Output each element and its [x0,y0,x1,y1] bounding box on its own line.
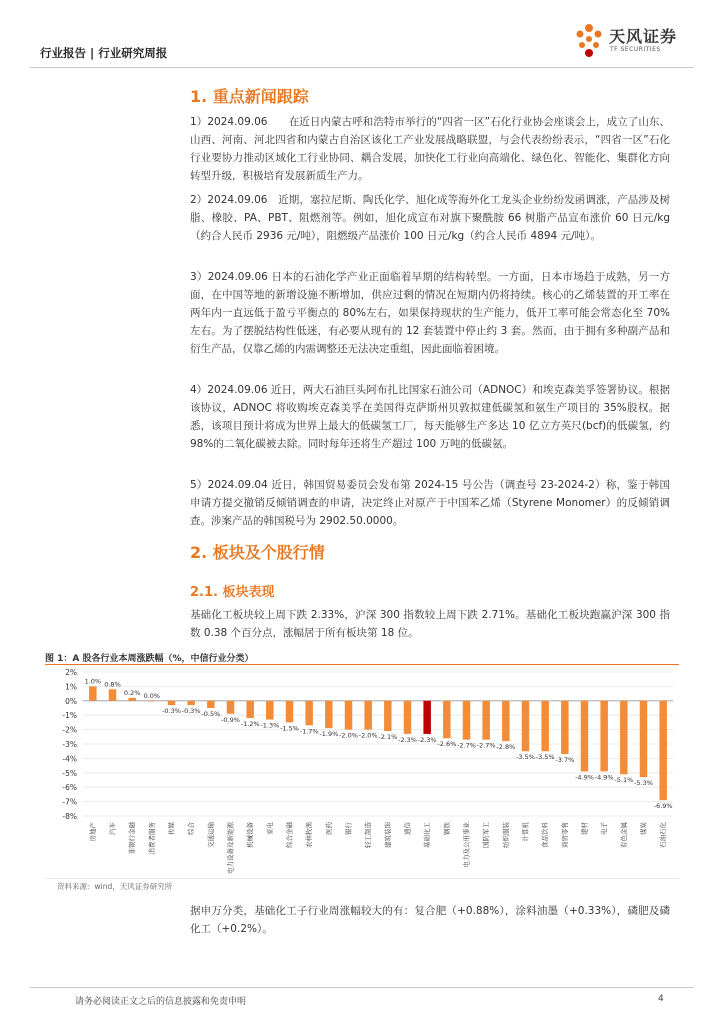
footer-divider [30,987,694,988]
bar-2 [128,698,135,701]
bar-27 [620,701,627,774]
news-item-4: 4）2024.09.06 近日，两大石油巨头阿布扎比国家石油公司（ADNOC）和埃克森美孚签署协议。根据该协议，ADNOC 将收购埃克森美孚在美国得克萨斯州贝敦拟建低碳氢和氨生产项目的 35%股权。据悉，该项目预计将成为世界上最大的低碳氢工厂，每天能够生产多达 10 亿立方英尺(bcf)的低碳氢，约 98%的二氧化碳被去除。同时每年还将生产超过 100 万吨的低碳氨。 [190,384,670,450]
category-label: 医药 [324,822,333,835]
bar-4 [168,701,175,705]
page-number: 4 [658,994,664,1004]
section-title-news: 1. 重点新闻跟踪 [190,87,309,106]
chart-bars [89,686,667,800]
chart-caption: 图 1：A 股各行业本周涨跌幅（%，中信行业分类） [45,654,254,664]
value-label: -6.9% [653,802,673,811]
category-label: 有色金属 [619,822,628,848]
category-label: 国防军工 [482,822,491,848]
y-tick-label: -3% [62,740,77,749]
value-label: -2.8% [496,743,516,752]
value-label: -1.2% [240,720,260,729]
bar-5 [187,701,194,705]
bar-9 [266,701,273,720]
y-tick-label: -5% [62,768,77,778]
category-label: 电力及公用事业 [462,822,471,868]
value-label: -4.9% [594,773,614,782]
category-label: 银行 [344,822,353,835]
bar-19 [463,701,470,740]
category-label: 机械设备 [246,822,255,848]
bar-11 [305,701,312,725]
category-label: 传媒 [167,822,176,835]
bar-8 [246,701,253,718]
value-label: 1.0% [84,677,102,686]
category-label: 轻工制造 [364,822,373,848]
category-label: 纺织服装 [501,822,510,848]
news-item-1: 1）2024.09.06 在近日内蒙古呼和浩特市举行的“四省一区”石化行业协会座谈会上，成立了山东、山西、河南、河北四省和内蒙古自治区该化工产业发展战略联盟，与会代表纷纷表示，“四省一区”石化行业要协力推动区域化工行业协同、耦合发展，加快化工行业向高端化、绿色化、智能化、集群化方向转型升级，积极培育发展新质生产力。 [190,116,670,182]
y-tick-label: -7% [62,797,77,807]
value-label: -2.0% [358,731,378,740]
category-label: 通信 [403,822,412,835]
logo-company-en: TF SECURITIES [610,46,661,53]
section-title-market: 2. 板块及个股行情 [190,543,325,562]
bar-15 [384,701,391,731]
bar-6 [207,701,214,708]
category-label: 家电 [265,822,274,835]
category-label: 非银行金融 [128,822,137,855]
y-tick-label: -8% [62,812,77,821]
bar-7 [227,701,234,714]
bar-14 [364,701,371,730]
category-label: 消费者服务 [147,822,156,855]
bar-21 [502,701,509,741]
source-rule [45,878,679,879]
company-logo [572,22,692,62]
industry-return-chart [45,666,679,876]
value-label: -0.3% [181,707,201,716]
category-label: 计算机 [521,822,530,842]
value-label: -3.5% [535,753,555,762]
y-tick-label: -4% [62,754,77,764]
bar-24 [561,701,568,754]
y-tick-label: 1% [65,682,77,692]
category-label: 煤炭 [639,822,648,835]
subsector-conclusion: 据申万分类，基础化工子行业周涨幅较大的有：复合肥（+0.88%），涂料油墨（+0.33%），磷肥及磷化工（+0.2%）。 [190,905,670,935]
category-label: 汽车 [108,822,117,835]
category-label: 建筑装饰 [383,822,392,848]
category-label: 房地产 [88,822,97,842]
subsection-title-sector: 2.1. 板块表现 [190,585,275,600]
value-label: 0.0% [143,691,161,700]
bar-29 [659,701,666,800]
bar-26 [600,701,607,772]
value-label: -2.3% [417,735,437,744]
bar-0 [89,686,96,700]
category-label: 钢铁 [442,822,451,835]
value-label: -1.3% [260,721,280,730]
category-label: 综合 [187,822,196,835]
category-label: 建材 [580,822,589,835]
value-label: -0.9% [221,715,240,724]
value-label: -3.5% [516,753,535,762]
value-label: -2.7% [476,741,496,750]
value-label: -2.6% [437,740,457,749]
y-tick-label: -2% [62,725,77,735]
value-label: -1.9% [319,730,339,739]
report-header-title: 行业报告 | 行业研究周报 [40,46,168,60]
logo-company-name: 天风证券 [609,27,678,46]
bar-28 [640,701,647,777]
value-label: -3.7% [555,756,575,765]
value-label: -2.0% [339,731,358,740]
news-item-2: 2）2024.09.06 近期，塞拉尼斯、陶氏化学、旭化成等海外化工龙头企业纷纷发函调涨，产品涉及树脂、橡胶、PA、PBT、阻燃剂等。例如，旭化成宣布对旗下聚酰胺 66 树脂产品宣布涨价 60 日元/kg（约合人民币 2936 元/吨），阻燃级产品涨价 100 日元/kg（约合人民币 4894 元/吨）。 [190,194,670,242]
category-label: 农林牧渔 [305,822,314,848]
footer-disclaimer: 请务必阅读正文之后的信息披露和免责申明 [75,997,247,1007]
value-label: -0.5% [201,710,221,718]
news-item-3: 3）2024.09.06 日本的石油化学产业正面临着早期的结构转型。一方面，日本市场趋于成熟，另一方面，在中国等地的新增设施不断增加，供应过剩的情况在短期内仍将持续。核心的乙烯装置的开工率在两年内一直远低于盈亏平衡点的 80%左右，如果保持现状的生产能力，低开工率可能会常态化至 70%左右。为了摆脱结构性低迷，有必要从现有的 12 套装置中停止约 3 套。然而，由于拥有多种副产品和衍生产品，仅靠乙烯的内需调整还无法决定重组，因此面临着困境。 [190,271,670,355]
value-label: -1.5% [280,724,299,733]
bar-3 [148,701,155,702]
chart-y-axis [62,668,77,821]
value-label: -5.3% [634,779,653,788]
y-tick-label: 2% [65,668,77,677]
category-label: 石油石化 [659,822,668,848]
bar-18 [443,701,450,738]
value-label: -4.9% [575,773,594,782]
value-label: -5.1% [614,776,634,785]
bar-13 [345,701,352,730]
value-label: 0.8% [104,680,121,689]
bar-20 [482,701,489,740]
value-label: -2.7% [457,741,476,750]
bar-10 [286,701,293,723]
y-tick-label: -6% [62,783,77,793]
logo-icon [572,22,606,58]
bar-23 [541,701,548,751]
bar-25 [581,701,588,772]
sector-summary: 基础化工板块较上周下跌 2.33%，沪深 300 指数较上周下跌 2.71%。基础化工板块跑赢沪深 300 指数 0.38 个百分点，涨幅居于所有板块第 18 位。 [190,609,670,639]
bar-12 [325,701,332,728]
bar-16 [404,701,411,734]
header-divider [30,67,694,68]
value-label: -2.1% [378,733,398,742]
value-label: 0.2% [123,688,141,697]
chart-category-labels [88,822,667,875]
value-label: -1.7% [299,727,319,736]
category-label: 商贸零售 [560,822,569,848]
category-label: 食品饮料 [541,822,550,848]
y-tick-label: -1% [62,711,77,721]
news-item-5: 5）2024.09.04 近日，韩国贸易委员会发布第 2024-15 号公告（调查号 23-2024-2）称，鉴于韩国申请方提交撤销反倾销调查的申请，决定终止对原产于中国苯乙烯（Styrene Monomer）的反倾销调查。涉案产品的韩国税号为 2902.50.0000。 [190,479,670,527]
bar-17 [423,701,430,734]
category-label: 基础化工 [423,822,432,848]
y-tick-label: 0% [65,696,77,706]
category-label: 电子 [600,822,609,835]
category-label: 交通运输 [206,822,215,848]
category-label: 电力设备及新能源 [226,822,235,874]
bar-1 [109,689,116,701]
value-label: -2.3% [398,735,417,744]
value-label: -0.3% [162,707,181,716]
category-label: 综合金融 [285,822,294,848]
bar-22 [522,701,529,751]
chart-source: 资料来源：wind，天风证券研究所 [57,882,173,891]
chart-caption-rule [45,664,679,665]
